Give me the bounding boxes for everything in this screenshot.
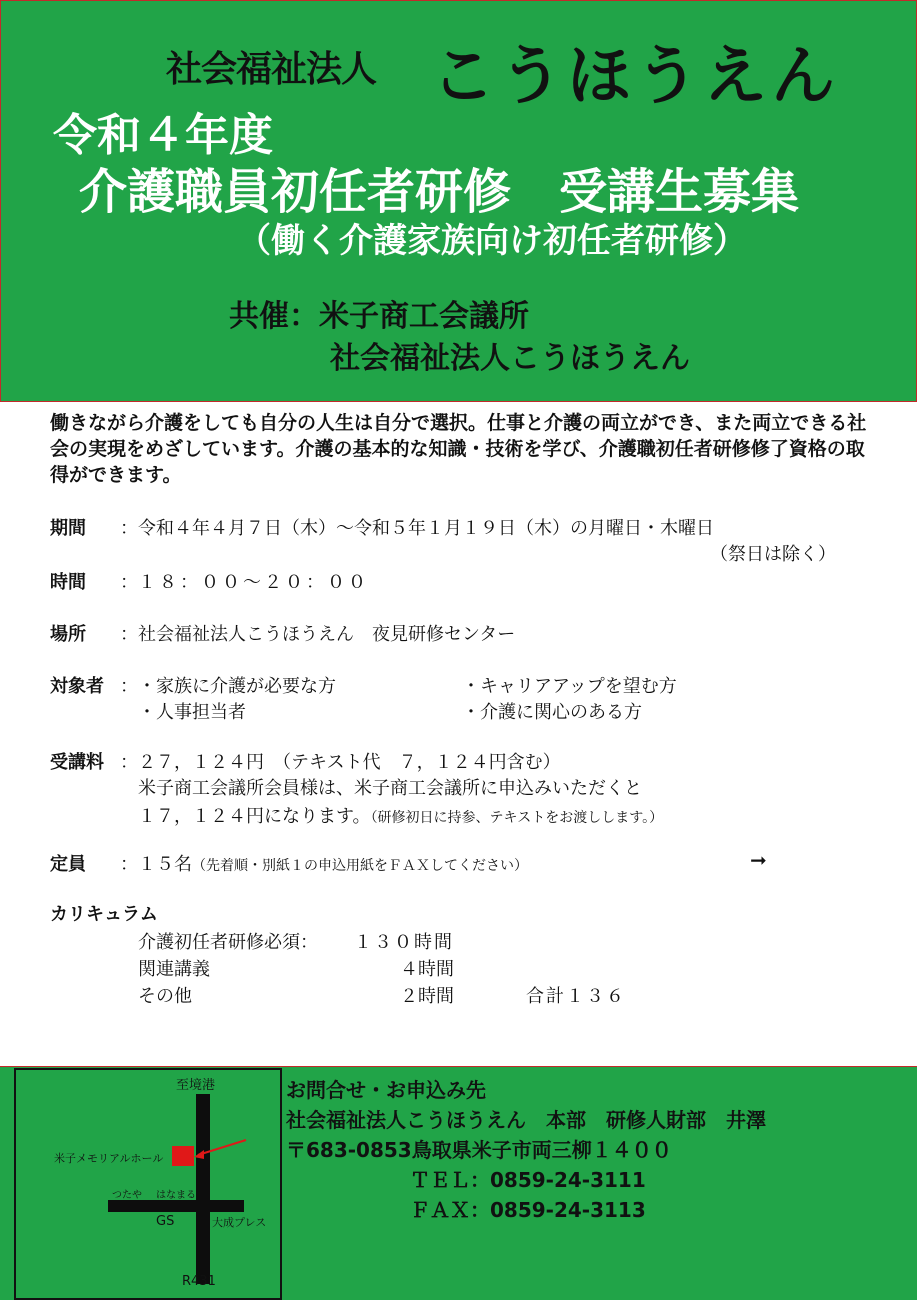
curriculum-hours: ４時間 bbox=[400, 959, 454, 980]
period-label: 期間 bbox=[50, 518, 86, 539]
curriculum-hours: １３０時間 bbox=[354, 932, 454, 953]
pointer-arrow-icon bbox=[192, 1138, 248, 1162]
capacity-colon: ： bbox=[120, 854, 138, 875]
header-banner bbox=[0, 0, 917, 402]
subtitle: （働く介護家族向け初任者研修） bbox=[237, 221, 747, 261]
place-row bbox=[50, 620, 750, 646]
target-colon: ： bbox=[120, 676, 138, 697]
fee-row bbox=[50, 748, 880, 828]
period-note: （祭日は除く） bbox=[710, 544, 836, 565]
capacity-row bbox=[50, 850, 790, 876]
place-value: 社会福祉法人こうほうえん 夜見研修センター bbox=[138, 624, 516, 645]
target-row bbox=[50, 672, 880, 726]
map-road-vertical bbox=[196, 1094, 210, 1284]
map-label-route: R431 bbox=[182, 1274, 216, 1289]
curriculum-item: 関連講義 bbox=[138, 959, 210, 980]
map-label-tsutaya: つたや bbox=[112, 1190, 142, 1201]
fee-label: 受講料 bbox=[50, 752, 104, 773]
fee-member-note: 米子商工会議所会員様は、米子商工会議所に申込みいただくと bbox=[138, 778, 642, 799]
place-colon: ： bbox=[120, 624, 138, 645]
map-road-horizontal bbox=[108, 1200, 244, 1212]
contact-title: お問合せ・お申込み先 bbox=[286, 1078, 486, 1102]
hall-marker-icon bbox=[172, 1146, 194, 1166]
target-item: ・人事担当者 bbox=[138, 702, 246, 723]
period-colon: ： bbox=[120, 518, 138, 539]
contact-org: 社会福祉法人こうほうえん 本部 研修人財部 井澤 bbox=[286, 1108, 766, 1132]
target-item: ・家族に介護が必要な方 bbox=[138, 676, 336, 697]
contact-tel: ＴＥＬ：0859-24-3111 bbox=[410, 1168, 646, 1192]
time-value: １８：００～２０：００ bbox=[138, 572, 369, 593]
place-label: 場所 bbox=[50, 624, 86, 645]
capacity-value-line bbox=[138, 850, 528, 876]
fee-bring-note: （研修初日に持参、テキストをお渡しします。） bbox=[370, 810, 664, 826]
period-value: 令和４年４月７日（木）～令和５年１月１９日（木）の月曜日・木曜日 bbox=[138, 518, 714, 539]
time-row bbox=[50, 568, 550, 594]
fee-member-price bbox=[138, 802, 663, 828]
capacity-label: 定員 bbox=[50, 854, 86, 875]
contact-fax: ＦＡＸ：0859-24-3113 bbox=[410, 1198, 646, 1222]
target-item: ・介護に関心のある方 bbox=[462, 702, 642, 723]
curriculum-item: その他 bbox=[138, 986, 192, 1007]
fee-colon: ： bbox=[120, 752, 138, 773]
fiscal-year-title: 令和４年度 bbox=[53, 110, 273, 161]
time-colon: ： bbox=[120, 572, 138, 593]
cosponsor-1: 共催：米子商工会議所 bbox=[229, 299, 529, 334]
map-label-north: 至境港 bbox=[176, 1078, 216, 1093]
org-logo-small: 社会福祉法人 bbox=[166, 48, 377, 90]
capacity-note: （先着順・別紙１の申込用紙をＦＡＸしてください） bbox=[192, 858, 528, 874]
curriculum-total: 合計１３６ bbox=[526, 986, 626, 1007]
time-label: 時間 bbox=[50, 572, 86, 593]
arrow-right-icon: ➞ bbox=[750, 848, 767, 872]
map-label-taisei: 大成プレス bbox=[212, 1216, 267, 1229]
target-item: ・キャリアアップを望む方 bbox=[462, 676, 677, 697]
curriculum-hours: ２時間 bbox=[400, 986, 454, 1007]
main-title: 介護職員初任者研修 受講生募集 bbox=[79, 164, 800, 220]
target-label: 対象者 bbox=[50, 676, 104, 697]
fee-member-price-text: １７，１２４円になります。 bbox=[138, 806, 371, 827]
map-label-hanamaru: はなまる bbox=[156, 1190, 196, 1201]
fee-value: ２７，１２４円 （テキスト代 ７，１２４円含む） bbox=[138, 752, 561, 773]
curriculum-item: 介護初任者研修必須： bbox=[138, 932, 318, 953]
access-map bbox=[14, 1068, 282, 1300]
period-row bbox=[50, 514, 880, 574]
contact-address: 〒683-0853鳥取県米子市両三柳１４００ bbox=[286, 1138, 672, 1162]
curriculum-title: カリキュラム bbox=[50, 904, 158, 925]
org-logo-big: こうほうえん bbox=[431, 39, 839, 114]
map-label-hall: 米子メモリアルホール bbox=[54, 1152, 164, 1165]
cosponsor-2: 社会福祉法人こうほうえん bbox=[330, 341, 690, 376]
capacity-value: １５名 bbox=[138, 854, 192, 875]
intro-paragraph: 働きながら介護をしても自分の人生は自分で選択。仕事と介護の両立ができ、また両立できる社会の実現をめざしています。介護の基本的な知識・技術を学び、介護職初任者研修修了資格の取得ができます。 bbox=[50, 412, 867, 486]
map-label-gs: GS bbox=[156, 1214, 175, 1229]
